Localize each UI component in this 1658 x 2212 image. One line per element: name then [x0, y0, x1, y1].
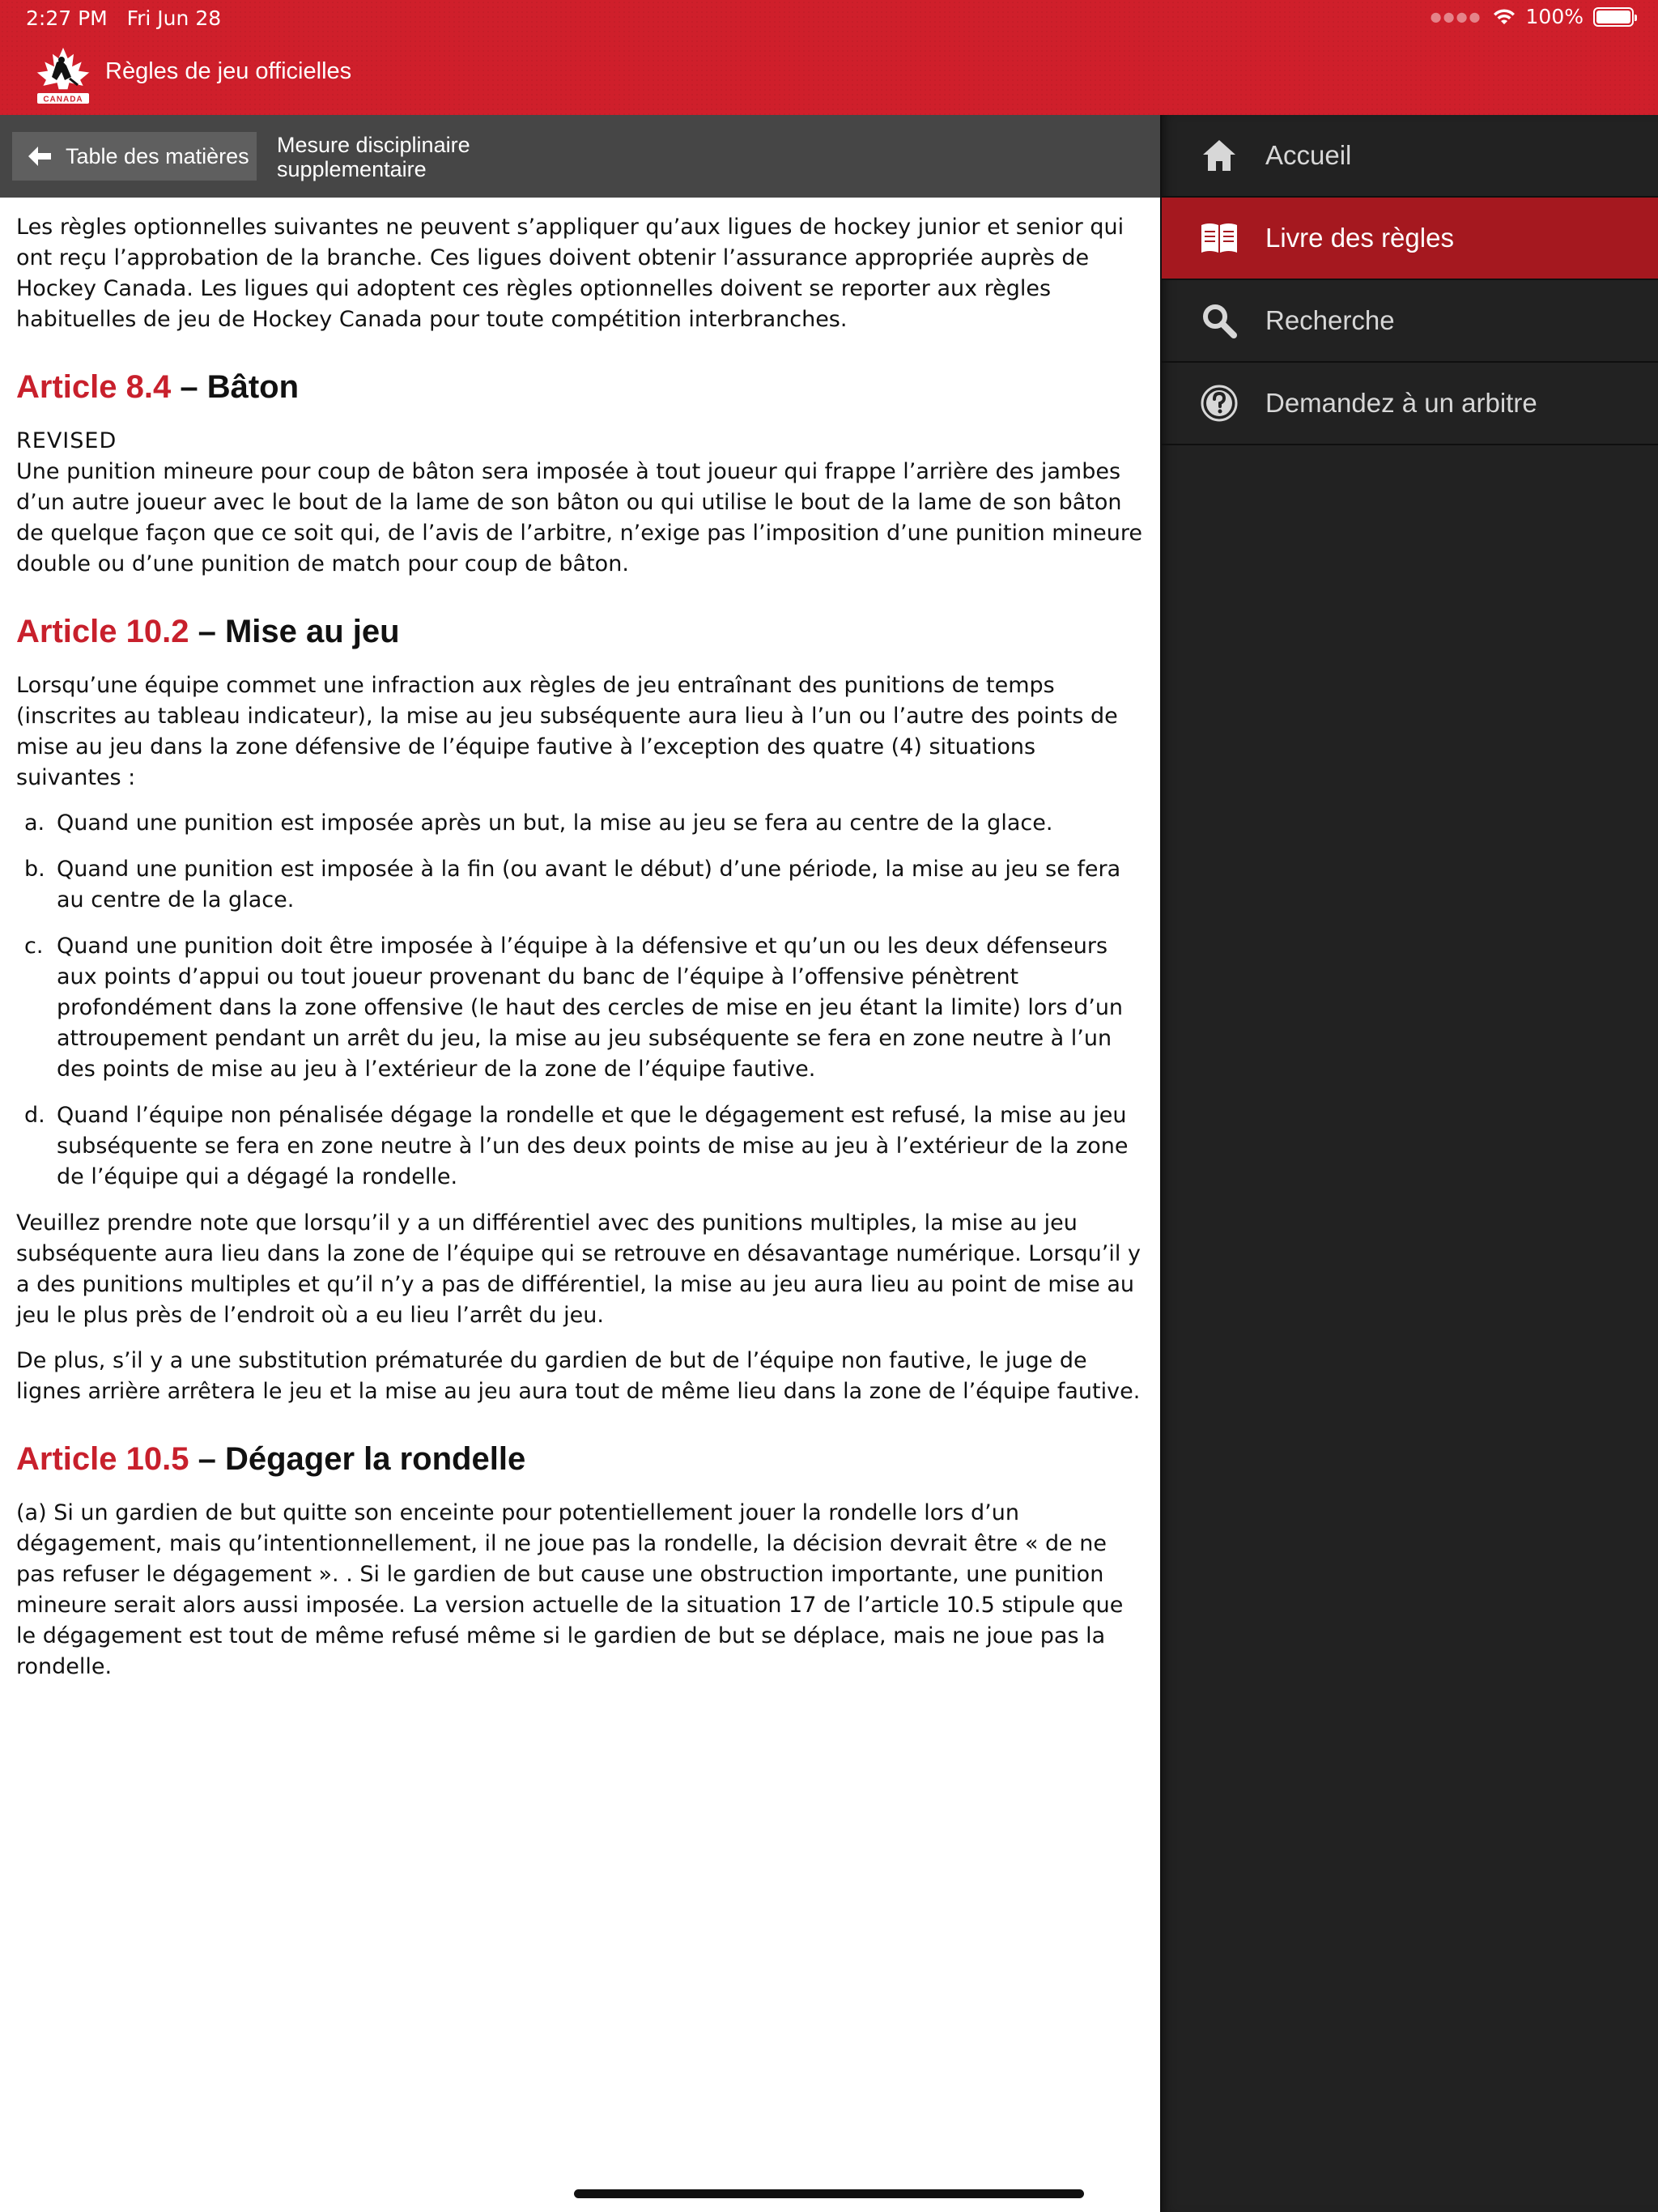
article-title: Dégager la rondelle	[224, 1441, 526, 1477]
list-item	[16, 808, 1144, 839]
search-icon	[1199, 300, 1239, 341]
table-of-contents-button[interactable]	[12, 132, 257, 181]
menu-item-home[interactable]	[1162, 115, 1658, 198]
article-number: Article 8.4	[16, 369, 172, 405]
article-heading	[16, 612, 1144, 651]
help-icon	[1199, 383, 1239, 423]
list-item-text: Quand une punition est imposée après un but, la mise au jeu se fera au centre de la glace.	[57, 810, 1053, 836]
list-marker: d.	[24, 1103, 45, 1128]
article-number: Article 10.2	[16, 614, 189, 649]
list-marker: b.	[24, 857, 45, 882]
menu-item-label: Demandez à un arbitre	[1265, 388, 1537, 418]
rulebook-content[interactable]	[0, 198, 1160, 2212]
wifi-icon	[1492, 8, 1516, 26]
article-paragraph: De plus, s’il y a une substitution prématurée du gardien de but de l’équipe non fautive, le juge de lignes arrière arrêtera le jeu et la mise au jeu aura tout de même lieu dans la zone de l’équipe fautive.	[16, 1348, 1141, 1404]
list-item	[16, 1100, 1144, 1193]
home-icon	[1199, 135, 1239, 176]
battery-percentage: 100%	[1525, 5, 1584, 28]
menu-item-rulebook[interactable]	[1162, 198, 1658, 280]
list-item-text: Quand une punition est imposée à la fin (ou avant le début) d’une période, la mise au jeu se fera au centre de la glace.	[57, 857, 1121, 912]
menu-item-label: Livre des règles	[1265, 223, 1454, 253]
article-title: Bâton	[206, 369, 300, 405]
article-section	[16, 368, 1144, 580]
list-item-text: Quand une punition doit être imposée à l’équipe à la défensive et qu’un ou les deux défenseurs aux points d’appui ou tout joueur provenant du banc de l’équipe à l’offensive pénètrent profondément dans la zone offensive (le haut des cercles de mise en jeu étant la limite) lors d’un attroupement pendant un arrêt du jeu, la mise au jeu subséquente se fera en zone neutre à l’un des points de mise au jeu à l’extérieur de la zone de l’équipe fautive.	[57, 934, 1124, 1082]
list-item-text: Quand l’équipe non pénalisée dégage la rondelle et que le dégagement est refusé, la mise au jeu subséquente se fera en zone neutre à l’un des deux points de mise au jeu à l’extérieur de la zone de l’équipe qui a dégagé la rondelle.	[57, 1103, 1129, 1189]
menu-item-label: Accueil	[1265, 140, 1352, 170]
article-section	[16, 612, 1144, 1407]
battery-level	[1596, 11, 1630, 23]
article-paragraph: Une punition mineure pour coup de bâton sera imposée à tout joueur qui frappe l’arrière des jambes d’un autre joueur avec le bout de la lame de son bâton ou qui utilise le bout de la lame de son bâton de quelque façon que ce soit qui, de l’avis de l’arbitre, n’exige pas l’imposition d’une punition mineure double ou d’une punition de match pour coup de bâton.	[16, 459, 1143, 576]
list-item	[16, 854, 1144, 916]
toc-button-label: Table des matières	[66, 143, 249, 168]
article-paragraph: Veuillez prendre note que lorsqu’il y a un différentiel avec des punitions multiples, la mise au jeu subséquente aura lieu dans la zone de l’équipe qui se retrouve en désavantage numérique. Lorsqu’il y a des punitions multiples et qu’il n’y a pas de différentiel, la mise au jeu aura lieu au point de mise au jeu le plus près de l’endroit où a eu lieu l’arrêt du jeu.	[16, 1210, 1141, 1328]
status-time	[26, 6, 221, 30]
article-paragraph: Lorsqu’une équipe commet une infraction aux règles de jeu entraînant des punitions de temps (inscrites au tableau indicateur), la mise au jeu subséquente aura lieu à l’un ou l’autre des points de mise au jeu dans la zone défensive de l’équipe fautive à l’exception des quatre (4) situations suivantes :	[16, 673, 1118, 790]
heading-separator: –	[189, 614, 225, 649]
book-icon	[1199, 218, 1239, 258]
app-header	[0, 0, 1658, 115]
side-menu	[1160, 115, 1658, 2212]
status-clock: 2:27 PM	[26, 6, 108, 30]
intro-paragraph: Les règles optionnelles suivantes ne peuvent s’appliquer qu’aux ligues de hockey junior et senior qui ont reçu l’approbation de la branche. Ces ligues doivent obtenir l’assurance appropriée auprès de Hockey Canada. Les ligues qui adoptent ces règles optionnelles doivent se reporter aux règles habituelles de jeu de Hockey Canada pour toute compétition interbranches.	[16, 215, 1124, 332]
logo-text: CANADA	[43, 95, 83, 104]
battery-icon	[1593, 7, 1634, 27]
cellular-signal-icon: ●●●●	[1430, 9, 1482, 24]
status-date: Fri Jun 28	[126, 6, 222, 30]
breadcrumb: Mesure disciplinaire supplementaire	[277, 133, 470, 181]
home-indicator[interactable]	[574, 2189, 1084, 2198]
status-bar	[0, 0, 1658, 39]
menu-item-search[interactable]	[1162, 280, 1658, 363]
hockey-canada-logo	[32, 45, 94, 104]
app-title: Règles de jeu officielles	[105, 58, 352, 84]
heading-separator: –	[189, 1441, 225, 1477]
menu-item-ask-referee[interactable]	[1162, 363, 1658, 445]
back-arrow-icon	[27, 145, 53, 168]
revised-label: REVISED	[16, 428, 117, 453]
heading-separator: –	[171, 369, 207, 405]
article-number: Article 10.5	[16, 1441, 189, 1477]
situations-list	[16, 808, 1144, 1193]
content-toolbar	[0, 115, 1160, 198]
article-heading	[16, 368, 1144, 406]
list-marker: c.	[24, 934, 44, 959]
list-marker: a.	[24, 810, 45, 836]
list-item	[16, 931, 1144, 1085]
status-indicators	[1431, 5, 1634, 28]
article-paragraph: (a) Si un gardien de but quitte son enceinte pour potentiellement jouer la rondelle lors d’un dégagement, mais qu’intentionnellement, il ne joue pas la rondelle, la décision devrait être « de ne pas refuser le dégagement ». . Si le gardien de but cause une obstruction importante, une punition mineure serait alors aussi imposée. La version actuelle de la situation 17 de l’article 10.5 stipule que le dégagement est tout de même refusé même si le gardien de but se déplace, mais ne joue pas la rondelle.	[16, 1500, 1124, 1679]
article-section	[16, 1440, 1144, 1682]
article-title: Mise au jeu	[224, 614, 400, 649]
menu-item-label: Recherche	[1265, 305, 1395, 335]
article-heading	[16, 1440, 1144, 1478]
